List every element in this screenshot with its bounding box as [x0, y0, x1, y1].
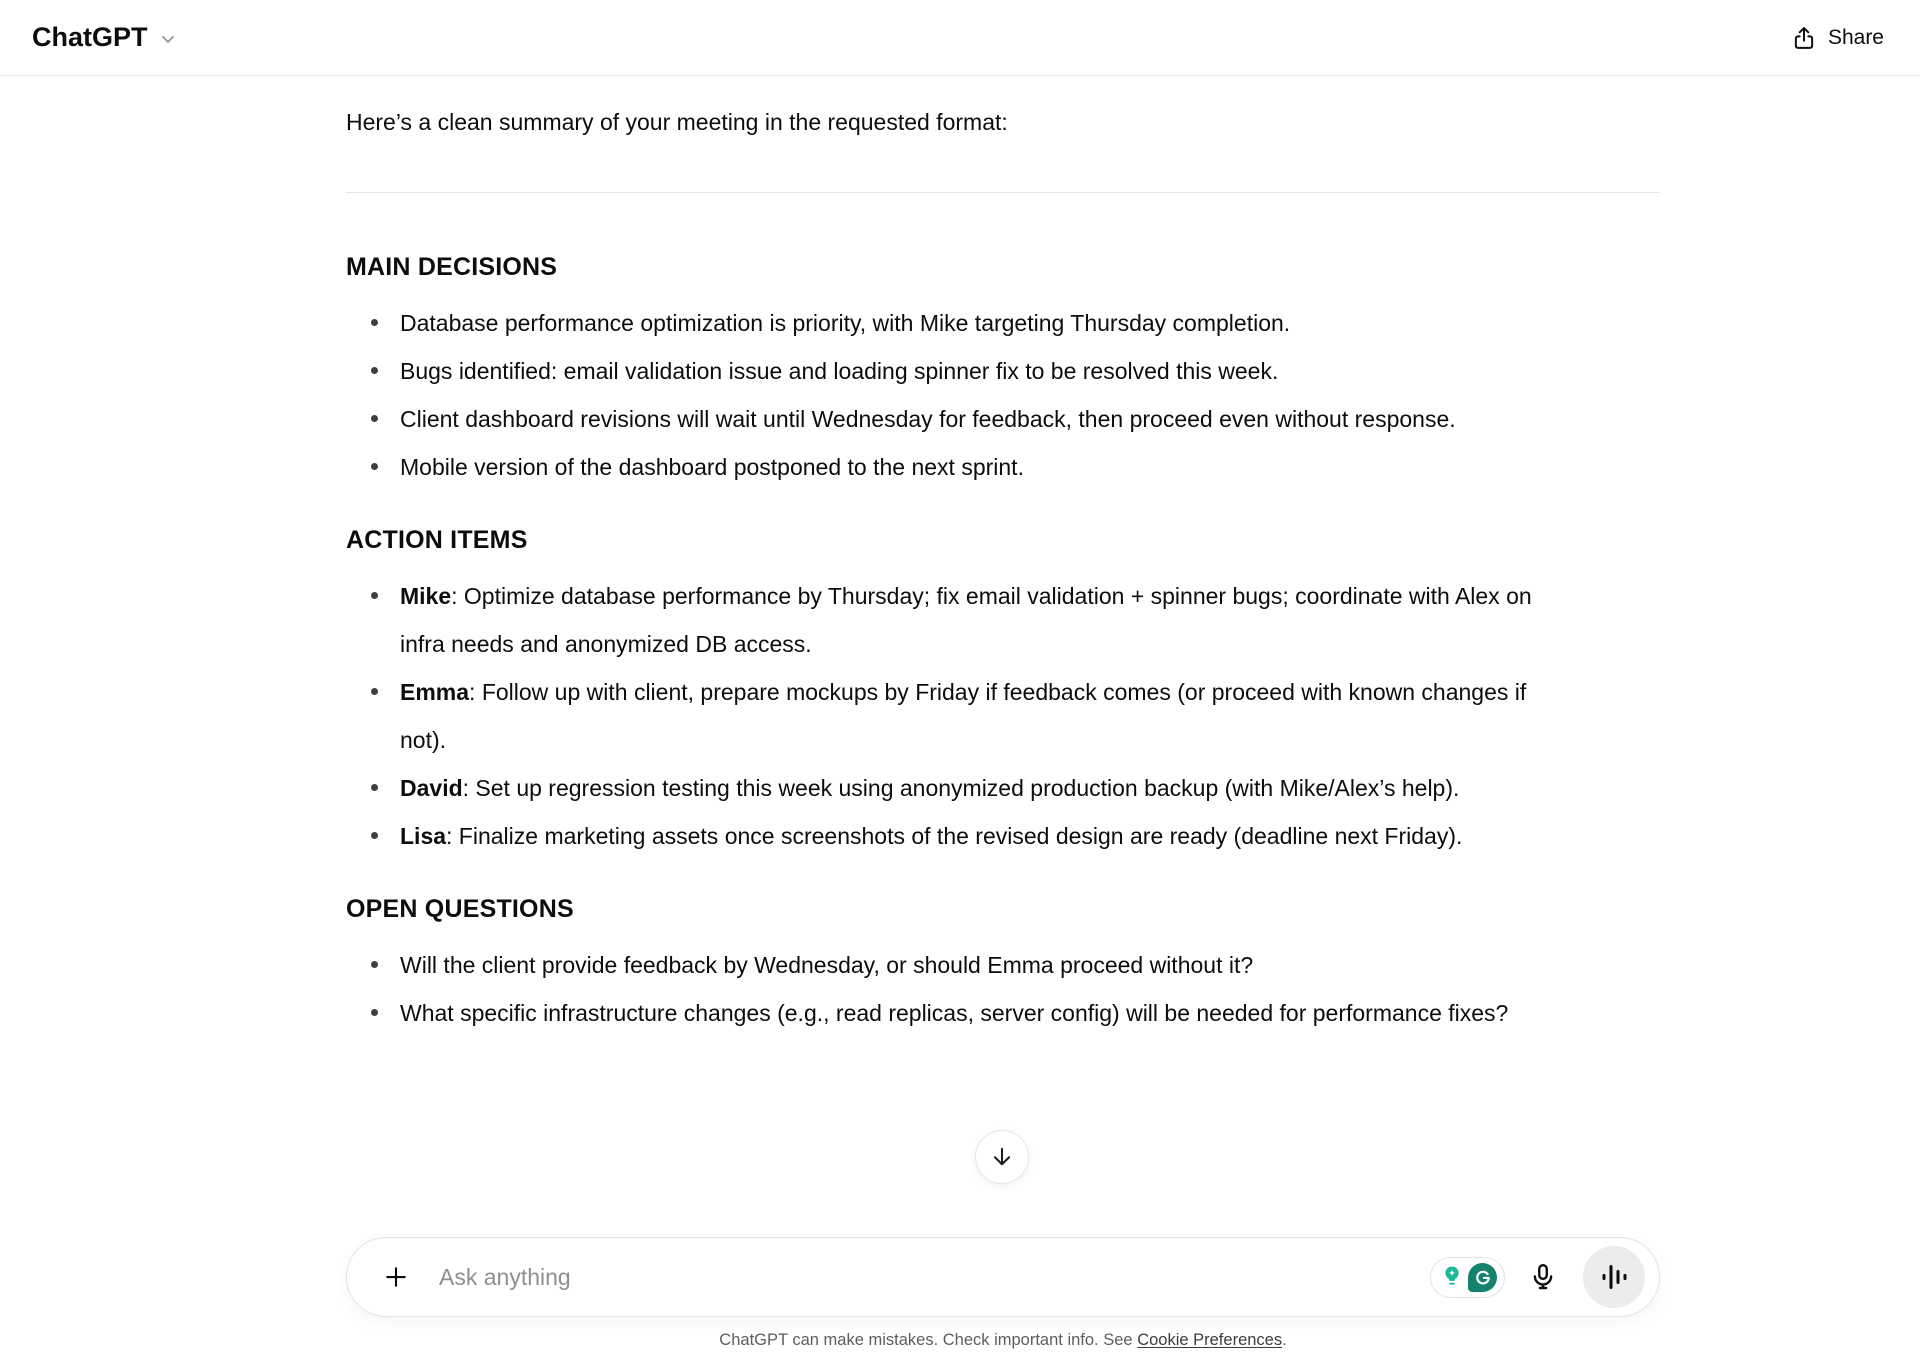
share-label: Share: [1827, 25, 1884, 49]
list-item-text: : Finalize marketing assets once screenshots of the revised design are ready (deadline next Friday).: [446, 823, 1463, 849]
person-name: Lisa: [400, 823, 447, 849]
plus-icon: [381, 1262, 411, 1292]
list-item-text: : Follow up with client, prepare mockups by Friday if feedback comes (or proceed with known changes if not).: [400, 679, 1527, 753]
prompt-input[interactable]: [437, 1263, 1430, 1292]
list-item: [400, 299, 1560, 347]
section-list: [346, 572, 1560, 860]
list-item-text: Bugs identified: email validation issue and loading spinner fix to be resolved this week.: [400, 358, 1279, 384]
person-name: Mike: [400, 583, 452, 609]
composer-area: [346, 1237, 1660, 1350]
list-item-text: What specific infrastructure changes (e.g., read replicas, server config) will be needed for performance fixes?: [400, 1000, 1509, 1026]
microphone-icon: [1528, 1262, 1558, 1292]
section-heading: MAIN DECISIONS: [346, 253, 558, 281]
section-list: [346, 299, 1560, 491]
voice-mode-button[interactable]: [1583, 1246, 1645, 1308]
list-item: [400, 668, 1560, 764]
person-name: Emma: [400, 679, 470, 705]
disclaimer-period: .: [1282, 1331, 1287, 1349]
assistant-message: [346, 108, 1660, 1037]
list-item-text: Mobile version of the dashboard postponed to the next sprint.: [400, 454, 1024, 480]
prompt-input-bar[interactable]: [346, 1237, 1660, 1317]
list-item: [400, 572, 1560, 668]
cookie-preferences-link[interactable]: Cookie Preferences: [1137, 1331, 1283, 1349]
arrow-down-icon: [989, 1144, 1015, 1170]
share-icon: [1791, 25, 1817, 51]
grammarly-icon: [1468, 1263, 1497, 1292]
lightbulb-extension-icon: [1438, 1263, 1466, 1291]
section-list: [346, 941, 1560, 1037]
list-item: [400, 764, 1560, 812]
disclaimer-text: ChatGPT can make mistakes. Check important info. See: [719, 1331, 1133, 1349]
person-name: David: [400, 775, 463, 801]
add-attachment-button[interactable]: [377, 1258, 415, 1296]
chevron-down-icon: [158, 29, 178, 49]
list-item: [400, 941, 1560, 989]
share-button[interactable]: [1781, 17, 1894, 59]
list-item: [400, 812, 1560, 860]
list-item-text: Database performance optimization is priority, with Mike targeting Thursday completion.: [400, 310, 1291, 336]
list-item: [400, 989, 1560, 1037]
list-item-text: : Set up regression testing this week using anonymized production backup (with Mike/Alex’s help).: [462, 775, 1460, 801]
message-sections: [346, 251, 1660, 1037]
section-heading: OPEN QUESTIONS: [346, 895, 574, 923]
list-item-text: Client dashboard revisions will wait until Wednesday for feedback, then proceed even without response.: [400, 406, 1456, 432]
model-switcher[interactable]: [22, 14, 188, 61]
list-item: [400, 347, 1560, 395]
section-divider: [346, 192, 1660, 193]
waveform-icon: [1599, 1262, 1629, 1292]
list-item: [400, 443, 1560, 491]
list-item-text: Will the client provide feedback by Wednesday, or should Emma proceed without it?: [400, 952, 1254, 978]
conversation-area: [346, 76, 1660, 1037]
section-heading: ACTION ITEMS: [346, 526, 528, 554]
message-intro: Here’s a clean summary of your meeting in the requested format:: [346, 109, 1008, 135]
app-title: ChatGPT: [32, 22, 148, 52]
extensions-badge[interactable]: [1430, 1257, 1505, 1298]
list-item-text: : Optimize database performance by Thursday; fix email validation + spinner bugs; coordinate with Alex on infra needs and anonymized DB access.: [400, 583, 1532, 657]
list-item: [400, 395, 1560, 443]
disclaimer: [346, 1330, 1660, 1350]
scroll-to-bottom-button[interactable]: [975, 1130, 1029, 1184]
dictate-button[interactable]: [1521, 1255, 1565, 1299]
top-bar: [0, 0, 1920, 76]
